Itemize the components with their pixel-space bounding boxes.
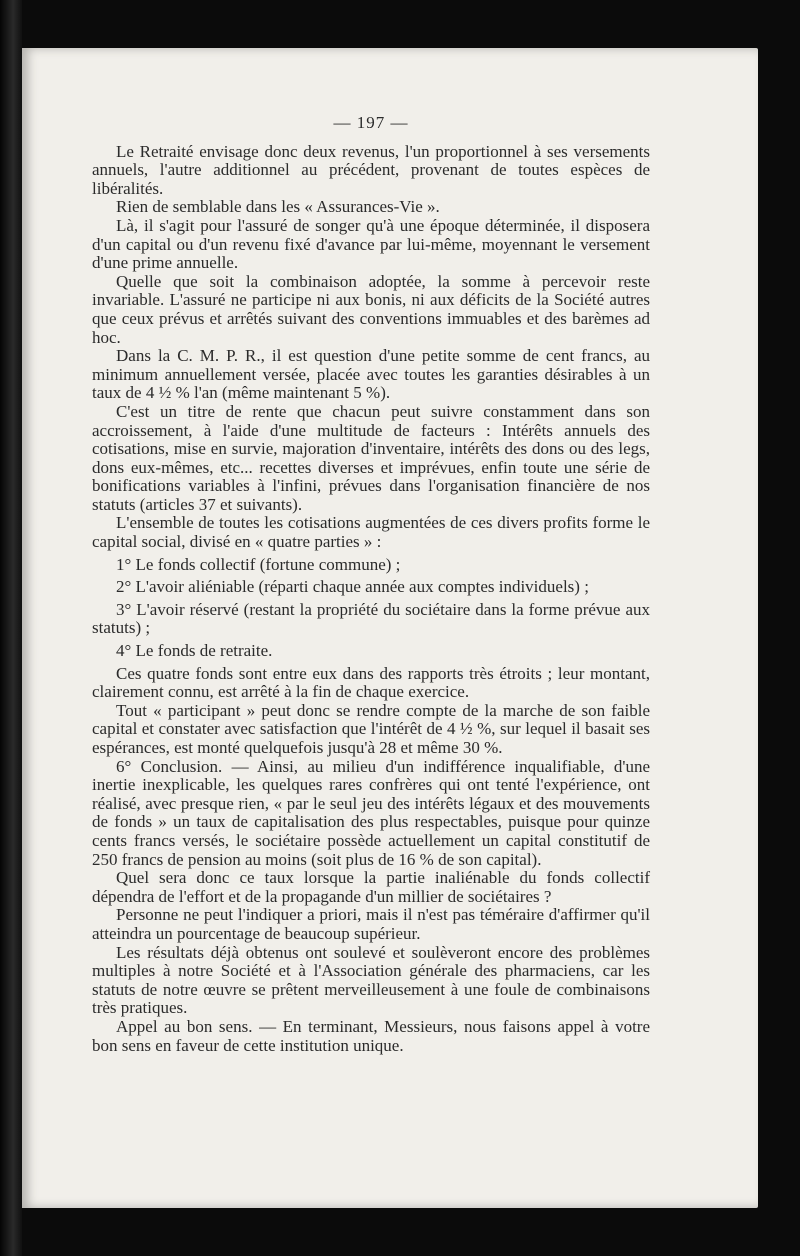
paragraph: Rien de semblable dans les « Assurances-Vie ». bbox=[116, 197, 440, 217]
paragraph: Dans la C. M. P. R., il est question d'une petite somme de cent francs, au minimum annuellement versée, placée avec toutes les garanties désirables à un taux de 4 ½ % l'an (même maintenant 5 %). bbox=[92, 346, 650, 403]
paragraph: Quel sera donc ce taux lorsque la partie inaliénable du fonds collectif dépendra de l'effort et de la propagande d'un millier de sociétaires ? bbox=[92, 868, 650, 906]
paragraph: Personne ne peut l'indiquer a priori, mais il n'est pas téméraire d'affirmer qu'il atteindra un pourcentage de beaucoup supérieur. bbox=[92, 905, 650, 943]
page-number: — 197 — bbox=[333, 113, 409, 132]
list-item: 3° L'avoir réservé (restant la propriété du sociétaire dans la forme prévue aux statuts) ; bbox=[92, 599, 650, 638]
paragraph: Tout « participant » peut donc se rendre compte de la marche de son faible capital et constater avec satisfaction que l'intérêt de 4 ½ %, sur lequel il basait ses espérances, est monté quelquefois jusqu'à 28 et même 30 %. bbox=[92, 700, 650, 757]
list-item: 2° L'avoir aliéniable (réparti chaque année aux comptes individuels) ; bbox=[116, 577, 589, 597]
paragraph: C'est un titre de rente que chacun peut suivre constamment dans son accroissement, à l'aide d'une multitude de facteurs : Intérêts annuels des cotisations, mise en survie, majoration d'inventaire, intérêts des dons ou des legs, dons eux-mêmes, etc... recettes diverses et imprévues, enfin toute une série de bonifications variables à l'infini, prévues dans l'organisation financière de nos statuts (articles 37 et suivants). bbox=[92, 401, 650, 514]
list-item: 1° Le fonds collectif (fortune commune) ; bbox=[116, 554, 401, 574]
page-text bbox=[92, 114, 650, 1055]
paragraph: Ces quatre fonds sont entre eux dans des rapports très étroits ; leur montant, clairement connu, est arrêté à la fin de chaque exercice. bbox=[92, 663, 650, 702]
list-item: 4° Le fonds de retraite. bbox=[116, 641, 273, 661]
book-spine bbox=[0, 0, 22, 1256]
paragraph: Les résultats déjà obtenus ont soulevé et soulèveront encore des problèmes multiples à notre Société et à l'Association générale des pharmaciens, car les statuts de notre œuvre se prêtent merveilleusement à une foule de combinaisons très pratiques. bbox=[92, 942, 650, 1018]
conclusion-paragraph: 6° Conclusion. — Ainsi, au milieu d'un indifférence inqualifiable, d'une inertie inexplicable, les quelques rares confrères qui ont tenté l'expérience, ont réalisé, avec presque rien, « par le seul jeu des intérêts légaux et des mouvements de fonds » un taux de capitalisation des plus respectables, puisque pour quinze cents francs versés, le sociétaire possède actuellement un capital constitutif de 250 francs de pension au moins (soit plus de 16 % de son capital). bbox=[92, 756, 650, 869]
closing-paragraph: Appel au bon sens. — En terminant, Messieurs, nous faisons appel à votre bon sens en faveur de cette institution unique. bbox=[92, 1016, 650, 1055]
paragraph: Là, il s'agit pour l'assuré de songer qu'à une époque déterminée, il disposera d'un capital ou d'un revenu fixé d'avance par lui-même, moyennant le versement d'une prime annuelle. bbox=[92, 215, 650, 273]
paragraph: L'ensemble de toutes les cotisations augmentées de ces divers profits forme le capital social, divisé en « quatre parties » : bbox=[92, 513, 650, 552]
paragraph: Quelle que soit la combinaison adoptée, la somme à percevoir reste invariable. L'assuré ne participe ni aux bonis, ni aux déficits de la Société autres que ceux prévus et arrêtés suivant des conventions immuables et des barèmes ad hoc. bbox=[92, 271, 650, 347]
paragraph: Le Retraité envisage donc deux revenus, l'un proportionnel à ses versements annuels, l'autre additionnel au précédent, provenant de toutes espèces de libéralités. bbox=[92, 141, 650, 198]
document-page bbox=[22, 48, 758, 1208]
